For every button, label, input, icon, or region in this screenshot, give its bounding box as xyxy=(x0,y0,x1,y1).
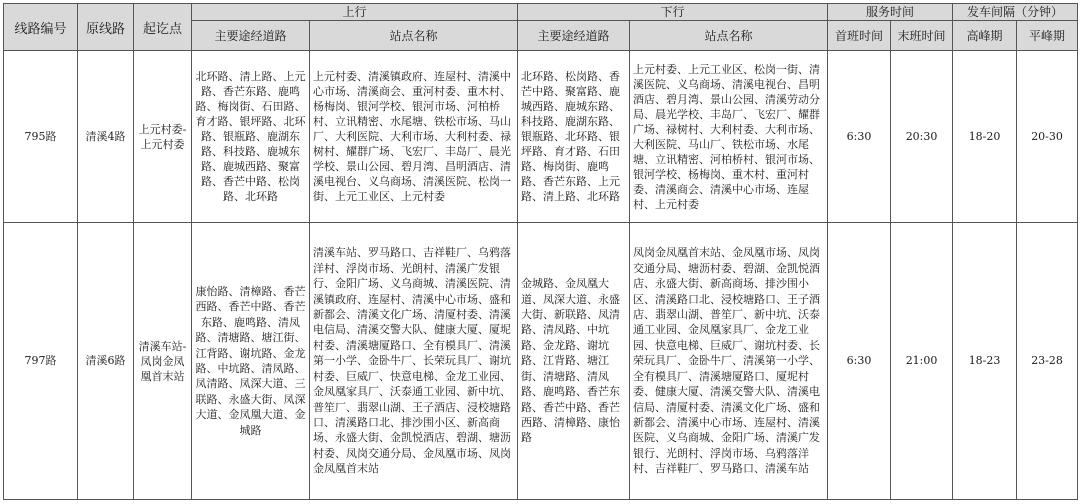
header-first-bus: 首班时间 xyxy=(828,21,891,51)
last-bus-cell: 20:30 xyxy=(891,51,953,223)
old-route-cell: 清溪4路 xyxy=(78,51,134,223)
down-roads-cell: 北环路、松岗路、香芒中路、聚富路、鹿城西路、鹿城东路、科技路、鹿湖东路、银瓶路、北环路、银坪路、育才路、石田路、梅岗街、鹿鸣路、香芒东路、上元路、清上路、北环路 xyxy=(518,51,630,223)
header-terminals: 起讫点 xyxy=(134,4,192,51)
table-row xyxy=(4,51,1078,223)
table-row xyxy=(4,223,1078,500)
header-down-stations: 站点名称 xyxy=(630,21,828,51)
peak-cell: 18-20 xyxy=(953,51,1017,223)
up-stations-cell: 清溪车站、罗马路口、吉祥鞋厂、乌鸦落洋村、浮岗市场、光朗村、清溪广发银行、金阳广场、义乌商城、清溪医院、清溪镇政府、连屋村、清溪中心市场、盛和新都会、清溪文化广场、清厦村委、清溪电信局、清溪交警大队、健康大厦、厦坭村委、清溪塘厦路口、全有模具厂、清溪第一小学、金卧牛厂、长荣玩具厂、谢坑村委、巨威厂、快意电梯、金龙工业园、金凤凰家具厂、沃泰通工业园、新中坑、普笙厂、翡翠山湖、王子酒店、浸校塘路口、清溪路口北、排沙围小区、新高商场、永盛大街、金凯悦酒店、碧湖、塘沥村委、凤岗交通分局、金凤凰市场、凤岗金凤凰首末站 xyxy=(310,223,518,500)
first-bus-cell: 6:30 xyxy=(828,223,891,500)
header-service-time: 服务时间 xyxy=(828,4,953,21)
up-roads-cell: 康怡路、清樟路、香芒西路、香芒中路、香芒东路、鹿鸣路、清凤路、清塘路、塘江街、江背路、谢坑路、金龙路、中坑路、清凤路、凤清路、凤深大道、三联路、永盛大街、凤深大道、金凤凰大道、金城路 xyxy=(192,223,310,500)
header-up-roads: 主要途经道路 xyxy=(192,21,310,51)
last-bus-cell: 21:00 xyxy=(891,223,953,500)
header-route-no: 线路编号 xyxy=(4,4,78,51)
old-route-cell: 清溪6路 xyxy=(78,223,134,500)
header-peak: 高峰期 xyxy=(953,21,1017,51)
route-no-cell: 797路 xyxy=(4,223,78,500)
route-no-cell: 795路 xyxy=(4,51,78,223)
up-stations-cell: 上元村委、清溪镇政府、连屋村、清溪中心市场、清溪商会、重河村委、重木村、杨梅岗、银河学校、银河市场、河柏桥村、立讯精密、水尾塘、铁松市场、马山厂、大利医院、大利市场、大利村委、禄树村、耀群广场、飞宏厂、丰岛厂、晨光学校、景山公园、碧月湾、昌明酒店、清溪电视台、义乌商场、清溪医院、松岗一街、上元工业区、上元村委 xyxy=(310,51,518,223)
peak-cell: 18-23 xyxy=(953,223,1017,500)
header-row-1 xyxy=(4,4,1078,21)
header-old-route: 原线路 xyxy=(78,4,134,51)
header-up-stations: 站点名称 xyxy=(310,21,518,51)
down-roads-cell: 金城路、金凤凰大道、凤深大道、永盛大街、新联路、凤清路、清凤路、中坑路、金龙路、谢坑路、江背路、塘江街、清塘路、清凤路、鹿鸣路、香芒东路、香芒中路、香芒西路、清樟路、康怡路 xyxy=(518,223,630,500)
terminals-cell: 清溪车站-凤岗金凤凰首末站 xyxy=(134,223,192,500)
header-off-peak: 平峰期 xyxy=(1017,21,1078,51)
header-down: 下行 xyxy=(518,4,828,21)
header-last-bus: 末班时间 xyxy=(891,21,953,51)
bus-route-table xyxy=(3,3,1078,500)
down-stations-cell: 上元村委、上元工业区、松岗一街、清溪医院、义乌商场、清溪电视台、昌明酒店、碧月湾、景山公园、清溪劳动分局、晨光学校、丰岛厂、飞宏厂、耀群广场、禄树村、大利村委、大利市场、大利医院、马山厂、铁松市场、水尾塘、立讯精密、河柏桥村、银河市场、银河学校、杨梅岗、重木村、重河村委、清溪商会、清溪中心市场、连屋村、上元村委 xyxy=(630,51,828,223)
off-peak-cell: 20-30 xyxy=(1017,51,1078,223)
header-down-roads: 主要途经道路 xyxy=(518,21,630,51)
first-bus-cell: 6:30 xyxy=(828,51,891,223)
up-roads-cell: 北环路、清上路、上元路、香芒东路、鹿鸣路、梅岗街、石田路、育才路、银坪路、北环路、银瓶路、鹿湖东路、科技路、鹿城东路、鹿城西路、聚富路、香芒中路、松岗路、北环路 xyxy=(192,51,310,223)
header-up: 上行 xyxy=(192,4,518,21)
terminals-cell: 上元村委-上元村委 xyxy=(134,51,192,223)
header-interval: 发车间隔（分钟） xyxy=(953,4,1078,21)
down-stations-cell: 凤岗金凤凰首末站、金凤凰市场、凤岗交通分局、塘沥村委、碧湖、金凯悦酒店、永盛大街、新高商场、排沙围小区、清溪路口北、浸校塘路口、王子酒店、翡翠山湖、普笙厂、新中坑、沃泰通工业园、金凤凰家具厂、金龙工业园、快意电梯、巨威厂、谢坑村委、长荣玩具厂、金卧牛厂、清溪第一小学、全有模具厂、清溪塘厦路口、厦坭村委、健康大厦、清溪交警大队、清溪电信局、清厦村委、清溪文化广场、盛和新都会、清溪中心市场、连屋村、清溪医院、义乌商城、金阳广场、清溪广发银行、光朗村、浮岗市场、乌鸦落洋村、吉祥鞋厂、罗马路口、清溪车站 xyxy=(630,223,828,500)
off-peak-cell: 23-28 xyxy=(1017,223,1078,500)
